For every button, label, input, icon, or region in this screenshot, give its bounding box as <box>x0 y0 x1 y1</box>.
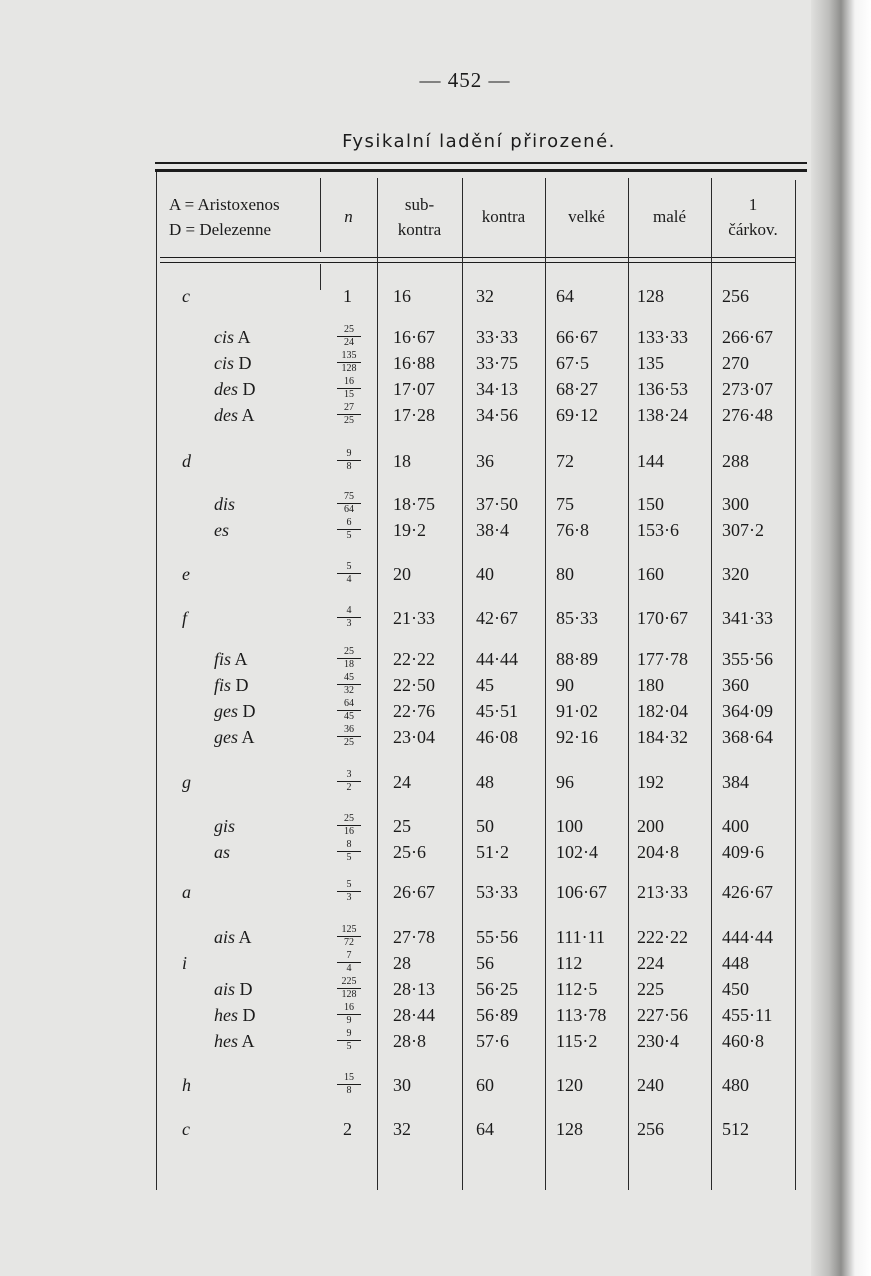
freq-male: 138·24 <box>637 405 688 425</box>
freq-velke: 68·27 <box>556 379 598 399</box>
freq-carkov: 400 <box>722 816 749 836</box>
page-edge-shadow <box>811 0 871 1276</box>
frequency-ratio <box>337 351 361 374</box>
freq-velke: 96 <box>556 772 574 792</box>
variant-note: gis <box>214 816 236 836</box>
variant-name <box>214 404 255 426</box>
column-divider <box>545 178 546 1190</box>
ratio-denominator: 15 <box>344 389 354 400</box>
freq-sub: 22·22 <box>393 649 435 669</box>
frequency-ratio <box>337 880 361 903</box>
freq-sub: 17·07 <box>393 379 435 399</box>
ratio-denominator: 25 <box>344 415 354 426</box>
ratio-numerator: 16 <box>337 1003 361 1015</box>
frequency-ratio <box>337 492 361 515</box>
variant-name <box>214 1030 255 1052</box>
source-tag: A <box>241 405 255 425</box>
ratio-denominator: 3 <box>346 892 352 903</box>
ratio-denominator: 45 <box>344 711 354 722</box>
freq-carkov: 512 <box>722 1119 749 1139</box>
freq-male: 225 <box>637 979 664 999</box>
freq-velke: 85·33 <box>556 608 598 628</box>
freq-carkov: 426·67 <box>722 882 773 902</box>
freq-sub: 23·04 <box>393 727 435 747</box>
freq-sub: 28·13 <box>393 979 435 999</box>
ratio-denominator: 4 <box>346 574 352 585</box>
source-tag: A <box>241 1031 255 1051</box>
ratio-numerator: 27 <box>337 403 361 415</box>
frequency-ratio <box>337 325 361 348</box>
column-divider <box>377 178 378 1190</box>
freq-sub: 25·6 <box>393 842 426 862</box>
page-number: — 452 — <box>419 68 511 92</box>
ratio-denominator: 72 <box>344 937 354 948</box>
frequency-ratio <box>337 449 361 472</box>
freq-kontra: 53·33 <box>476 882 518 902</box>
variant-note: as <box>214 842 231 862</box>
freq-male: 133·33 <box>637 327 688 347</box>
freq-velke: 112·5 <box>556 979 598 999</box>
source-tag: D <box>242 1005 256 1025</box>
ratio-numerator: 15 <box>337 1073 361 1085</box>
variant-note: ges <box>214 701 238 721</box>
ratio-denominator: 25 <box>344 737 354 748</box>
legend-aristoxenos: A = Aristoxenos <box>169 195 280 214</box>
freq-kontra: 44·44 <box>476 649 518 669</box>
freq-kontra: 40 <box>476 564 494 584</box>
freq-kontra: 56 <box>476 953 494 973</box>
freq-kontra: 51·2 <box>476 842 509 862</box>
freq-male: 204·8 <box>637 842 679 862</box>
ratio-denominator: 8 <box>346 461 352 472</box>
freq-carkov: 256 <box>722 286 749 306</box>
freq-carkov: 276·48 <box>722 405 773 425</box>
freq-velke: 90 <box>556 675 574 695</box>
frequency-ratio: 1 <box>343 286 352 306</box>
ratio-denominator: 18 <box>344 659 354 670</box>
freq-male: 180 <box>637 675 664 695</box>
ratio-numerator: 25 <box>337 814 361 826</box>
source-tag: A <box>234 649 248 669</box>
freq-velke: 102·4 <box>556 842 598 862</box>
freq-kontra: 45·51 <box>476 701 518 721</box>
freq-male: 222·22 <box>637 927 688 947</box>
freq-male: 128 <box>637 286 664 306</box>
freq-sub: 18·75 <box>393 494 435 514</box>
freq-velke: 80 <box>556 564 574 584</box>
freq-carkov: 360 <box>722 675 749 695</box>
freq-kontra: 42·67 <box>476 608 518 628</box>
frequency-ratio <box>337 403 361 426</box>
freq-kontra: 36 <box>476 451 494 471</box>
freq-kontra: 33·33 <box>476 327 518 347</box>
ratio-numerator: 5 <box>337 562 361 574</box>
frequency-ratio <box>337 673 361 696</box>
freq-male: 184·32 <box>637 727 688 747</box>
frequency-ratio <box>337 518 361 541</box>
freq-kontra: 32 <box>476 286 494 306</box>
source-tag: D <box>239 979 253 999</box>
note-name: e <box>182 564 190 584</box>
freq-velke: 100 <box>556 816 583 836</box>
ratio-denominator: 24 <box>344 337 354 348</box>
freq-velke: 67·5 <box>556 353 589 373</box>
variant-note: hes <box>214 1031 238 1051</box>
ratio-numerator: 135 <box>337 351 361 363</box>
freq-velke: 128 <box>556 1119 583 1139</box>
ratio-numerator: 6 <box>337 518 361 530</box>
freq-sub: 26·67 <box>393 882 435 902</box>
note-name: g <box>182 772 191 792</box>
freq-male: 230·4 <box>637 1031 679 1051</box>
freq-carkov: 409·6 <box>722 842 764 862</box>
note-name: h <box>182 1075 191 1095</box>
variant-note: ais <box>214 927 236 947</box>
freq-velke: 92·16 <box>556 727 598 747</box>
variant-name <box>214 841 230 863</box>
frequency-ratio <box>337 562 361 585</box>
freq-kontra: 33·75 <box>476 353 518 373</box>
freq-carkov: 460·8 <box>722 1031 764 1051</box>
ratio-numerator: 225 <box>337 977 361 989</box>
freq-sub: 24 <box>393 772 411 792</box>
source-tag: A <box>238 927 252 947</box>
ratio-numerator: 3 <box>337 770 361 782</box>
freq-carkov: 307·2 <box>722 520 764 540</box>
freq-carkov: 450 <box>722 979 749 999</box>
freq-male: 170·67 <box>637 608 688 628</box>
frequency-ratio <box>337 814 361 837</box>
freq-male: 153·6 <box>637 520 679 540</box>
freq-carkov: 368·64 <box>722 727 773 747</box>
freq-male: 213·33 <box>637 882 688 902</box>
header-kontra: kontra <box>481 207 526 226</box>
freq-sub: 16·88 <box>393 353 435 373</box>
header-subkontra-1: sub- <box>404 195 435 214</box>
freq-velke: 64 <box>556 286 574 306</box>
freq-sub: 32 <box>393 1119 411 1139</box>
note-name: i <box>182 953 188 973</box>
freq-carkov: 448 <box>722 953 749 973</box>
freq-sub: 16 <box>393 286 411 306</box>
freq-carkov: 364·09 <box>722 701 773 721</box>
header-male: malé <box>652 207 687 226</box>
note-name: c <box>182 286 190 306</box>
variant-name <box>214 926 252 948</box>
ratio-numerator: 25 <box>337 325 361 337</box>
page-title: Fysikalní ladění přirozené. <box>342 131 616 152</box>
variant-note: ges <box>214 727 238 747</box>
freq-sub: 22·76 <box>393 701 435 721</box>
variant-note: des <box>214 405 238 425</box>
ratio-numerator: 4 <box>337 606 361 618</box>
freq-carkov: 355·56 <box>722 649 773 669</box>
freq-carkov: 384 <box>722 772 749 792</box>
ratio-denominator: 2 <box>346 782 352 793</box>
freq-sub: 30 <box>393 1075 411 1095</box>
variant-name <box>214 648 248 670</box>
ratio-numerator: 25 <box>337 647 361 659</box>
header-rule-double <box>160 262 796 263</box>
freq-kontra: 48 <box>476 772 494 792</box>
note-name: f <box>182 608 188 628</box>
freq-sub: 28·8 <box>393 1031 426 1051</box>
freq-velke: 91·02 <box>556 701 598 721</box>
freq-kontra: 46·08 <box>476 727 518 747</box>
top-rule-thick <box>155 169 807 172</box>
ratio-denominator: 128 <box>341 989 357 1000</box>
freq-sub: 19·2 <box>393 520 426 540</box>
frequency-ratio <box>337 925 361 948</box>
variant-note: ais <box>214 979 236 999</box>
freq-male: 192 <box>637 772 664 792</box>
freq-sub: 22·50 <box>393 675 435 695</box>
frequency-ratio <box>337 1073 361 1096</box>
header-n: n <box>344 207 353 226</box>
freq-male: 160 <box>637 564 664 584</box>
freq-male: 136·53 <box>637 379 688 399</box>
variant-note: fis <box>214 675 232 695</box>
ratio-numerator: 5 <box>337 880 361 892</box>
ratio-denominator: 9 <box>346 1015 352 1026</box>
note-name: a <box>182 882 191 902</box>
variant-name <box>214 978 253 1000</box>
frequency-ratio <box>337 977 361 1000</box>
variant-note: fis <box>214 649 232 669</box>
variant-name <box>214 815 235 837</box>
freq-sub: 18 <box>393 451 411 471</box>
frequency-ratio <box>337 951 361 974</box>
note-name: d <box>182 451 191 471</box>
source-tag: A <box>237 327 251 347</box>
ratio-denominator: 5 <box>346 530 352 541</box>
frequency-ratio <box>337 840 361 863</box>
ratio-numerator: 16 <box>337 377 361 389</box>
frequency-ratio <box>337 377 361 400</box>
freq-velke: 76·8 <box>556 520 589 540</box>
freq-carkov: 270 <box>722 353 749 373</box>
freq-male: 177·78 <box>637 649 688 669</box>
source-tag: D <box>242 379 256 399</box>
ratio-numerator: 125 <box>337 925 361 937</box>
frequency-ratio <box>337 725 361 748</box>
freq-male: 256 <box>637 1119 664 1139</box>
source-tag: D <box>242 701 256 721</box>
freq-male: 135 <box>637 353 664 373</box>
freq-kontra: 34·56 <box>476 405 518 425</box>
freq-sub: 17·28 <box>393 405 435 425</box>
ratio-numerator: 75 <box>337 492 361 504</box>
freq-velke: 88·89 <box>556 649 598 669</box>
freq-sub: 28 <box>393 953 411 973</box>
freq-kontra: 56·25 <box>476 979 518 999</box>
variant-note: cis <box>214 327 234 347</box>
ratio-numerator: 9 <box>337 449 361 461</box>
freq-carkov: 288 <box>722 451 749 471</box>
variant-name <box>214 1004 256 1026</box>
freq-kontra: 64 <box>476 1119 494 1139</box>
freq-velke: 72 <box>556 451 574 471</box>
freq-carkov: 444·44 <box>722 927 773 947</box>
freq-carkov: 266·67 <box>722 327 773 347</box>
freq-sub: 21·33 <box>393 608 435 628</box>
freq-velke: 112 <box>556 953 583 973</box>
note-name: c <box>182 1119 190 1139</box>
freq-sub: 28·44 <box>393 1005 435 1025</box>
freq-carkov: 341·33 <box>722 608 773 628</box>
legend-delezenne: D = Delezenne <box>169 220 272 239</box>
variant-name <box>214 493 235 515</box>
ratio-denominator: 32 <box>344 685 354 696</box>
freq-velke: 120 <box>556 1075 583 1095</box>
frequency-ratio: 2 <box>343 1119 352 1139</box>
header-carkov-2: čárkov. <box>728 220 778 239</box>
variant-name <box>214 352 252 374</box>
ratio-numerator: 36 <box>337 725 361 737</box>
header-subkontra-2: kontra <box>397 220 442 239</box>
variant-name <box>214 519 229 541</box>
freq-kontra: 34·13 <box>476 379 518 399</box>
frequency-ratio <box>337 606 361 629</box>
frequency-ratio <box>337 647 361 670</box>
freq-sub: 20 <box>393 564 411 584</box>
variant-note: des <box>214 379 238 399</box>
frequency-ratio <box>337 770 361 793</box>
header-carkov-1: 1 <box>748 195 758 214</box>
ratio-numerator: 9 <box>337 1029 361 1041</box>
column-divider <box>795 180 796 1190</box>
frequency-ratio <box>337 1029 361 1052</box>
freq-velke: 106·67 <box>556 882 607 902</box>
freq-sub: 16·67 <box>393 327 435 347</box>
freq-velke: 111·11 <box>556 927 605 947</box>
freq-kontra: 56·89 <box>476 1005 518 1025</box>
ratio-numerator: 64 <box>337 699 361 711</box>
variant-name <box>214 674 249 696</box>
ratio-denominator: 5 <box>346 852 352 863</box>
column-divider <box>320 264 321 290</box>
freq-male: 224 <box>637 953 664 973</box>
column-divider <box>628 178 629 1190</box>
variant-name <box>214 378 256 400</box>
variant-name <box>214 726 255 748</box>
variant-note: cis <box>214 353 234 373</box>
freq-carkov: 455·11 <box>722 1005 773 1025</box>
freq-kontra: 60 <box>476 1075 494 1095</box>
header-rule <box>160 257 796 258</box>
freq-kontra: 55·56 <box>476 927 518 947</box>
freq-male: 144 <box>637 451 664 471</box>
freq-carkov: 480 <box>722 1075 749 1095</box>
variant-name <box>214 700 256 722</box>
freq-kontra: 38·4 <box>476 520 509 540</box>
source-tag: D <box>238 353 252 373</box>
freq-sub: 25 <box>393 816 411 836</box>
ratio-numerator: 8 <box>337 840 361 852</box>
frequency-ratio <box>337 699 361 722</box>
freq-velke: 113·78 <box>556 1005 607 1025</box>
frequency-ratio <box>337 1003 361 1026</box>
top-rule <box>155 162 807 164</box>
freq-male: 182·04 <box>637 701 688 721</box>
freq-carkov: 300 <box>722 494 749 514</box>
freq-velke: 115·2 <box>556 1031 598 1051</box>
freq-sub: 27·78 <box>393 927 435 947</box>
ratio-numerator: 7 <box>337 951 361 963</box>
variant-name <box>214 326 251 348</box>
freq-male: 200 <box>637 816 664 836</box>
freq-kontra: 37·50 <box>476 494 518 514</box>
ratio-denominator: 3 <box>346 618 352 629</box>
column-divider <box>156 172 157 1190</box>
column-divider <box>711 178 712 1190</box>
freq-male: 240 <box>637 1075 664 1095</box>
variant-note: es <box>214 520 229 540</box>
ratio-denominator: 16 <box>344 826 354 837</box>
freq-velke: 66·67 <box>556 327 598 347</box>
variant-note: hes <box>214 1005 238 1025</box>
source-tag: A <box>241 727 255 747</box>
freq-kontra: 45 <box>476 675 494 695</box>
header-velke: velké <box>568 207 605 226</box>
ratio-numerator: 45 <box>337 673 361 685</box>
freq-velke: 69·12 <box>556 405 598 425</box>
ratio-denominator: 128 <box>341 363 357 374</box>
freq-male: 150 <box>637 494 664 514</box>
freq-carkov: 273·07 <box>722 379 773 399</box>
variant-note: dis <box>214 494 236 514</box>
freq-velke: 75 <box>556 494 574 514</box>
freq-kontra: 50 <box>476 816 494 836</box>
column-divider <box>462 178 463 1190</box>
source-tag: D <box>235 675 249 695</box>
ratio-denominator: 64 <box>344 504 354 515</box>
freq-carkov: 320 <box>722 564 749 584</box>
freq-kontra: 57·6 <box>476 1031 509 1051</box>
ratio-denominator: 8 <box>346 1085 352 1096</box>
ratio-denominator: 4 <box>346 963 352 974</box>
ratio-denominator: 5 <box>346 1041 352 1052</box>
freq-male: 227·56 <box>637 1005 688 1025</box>
